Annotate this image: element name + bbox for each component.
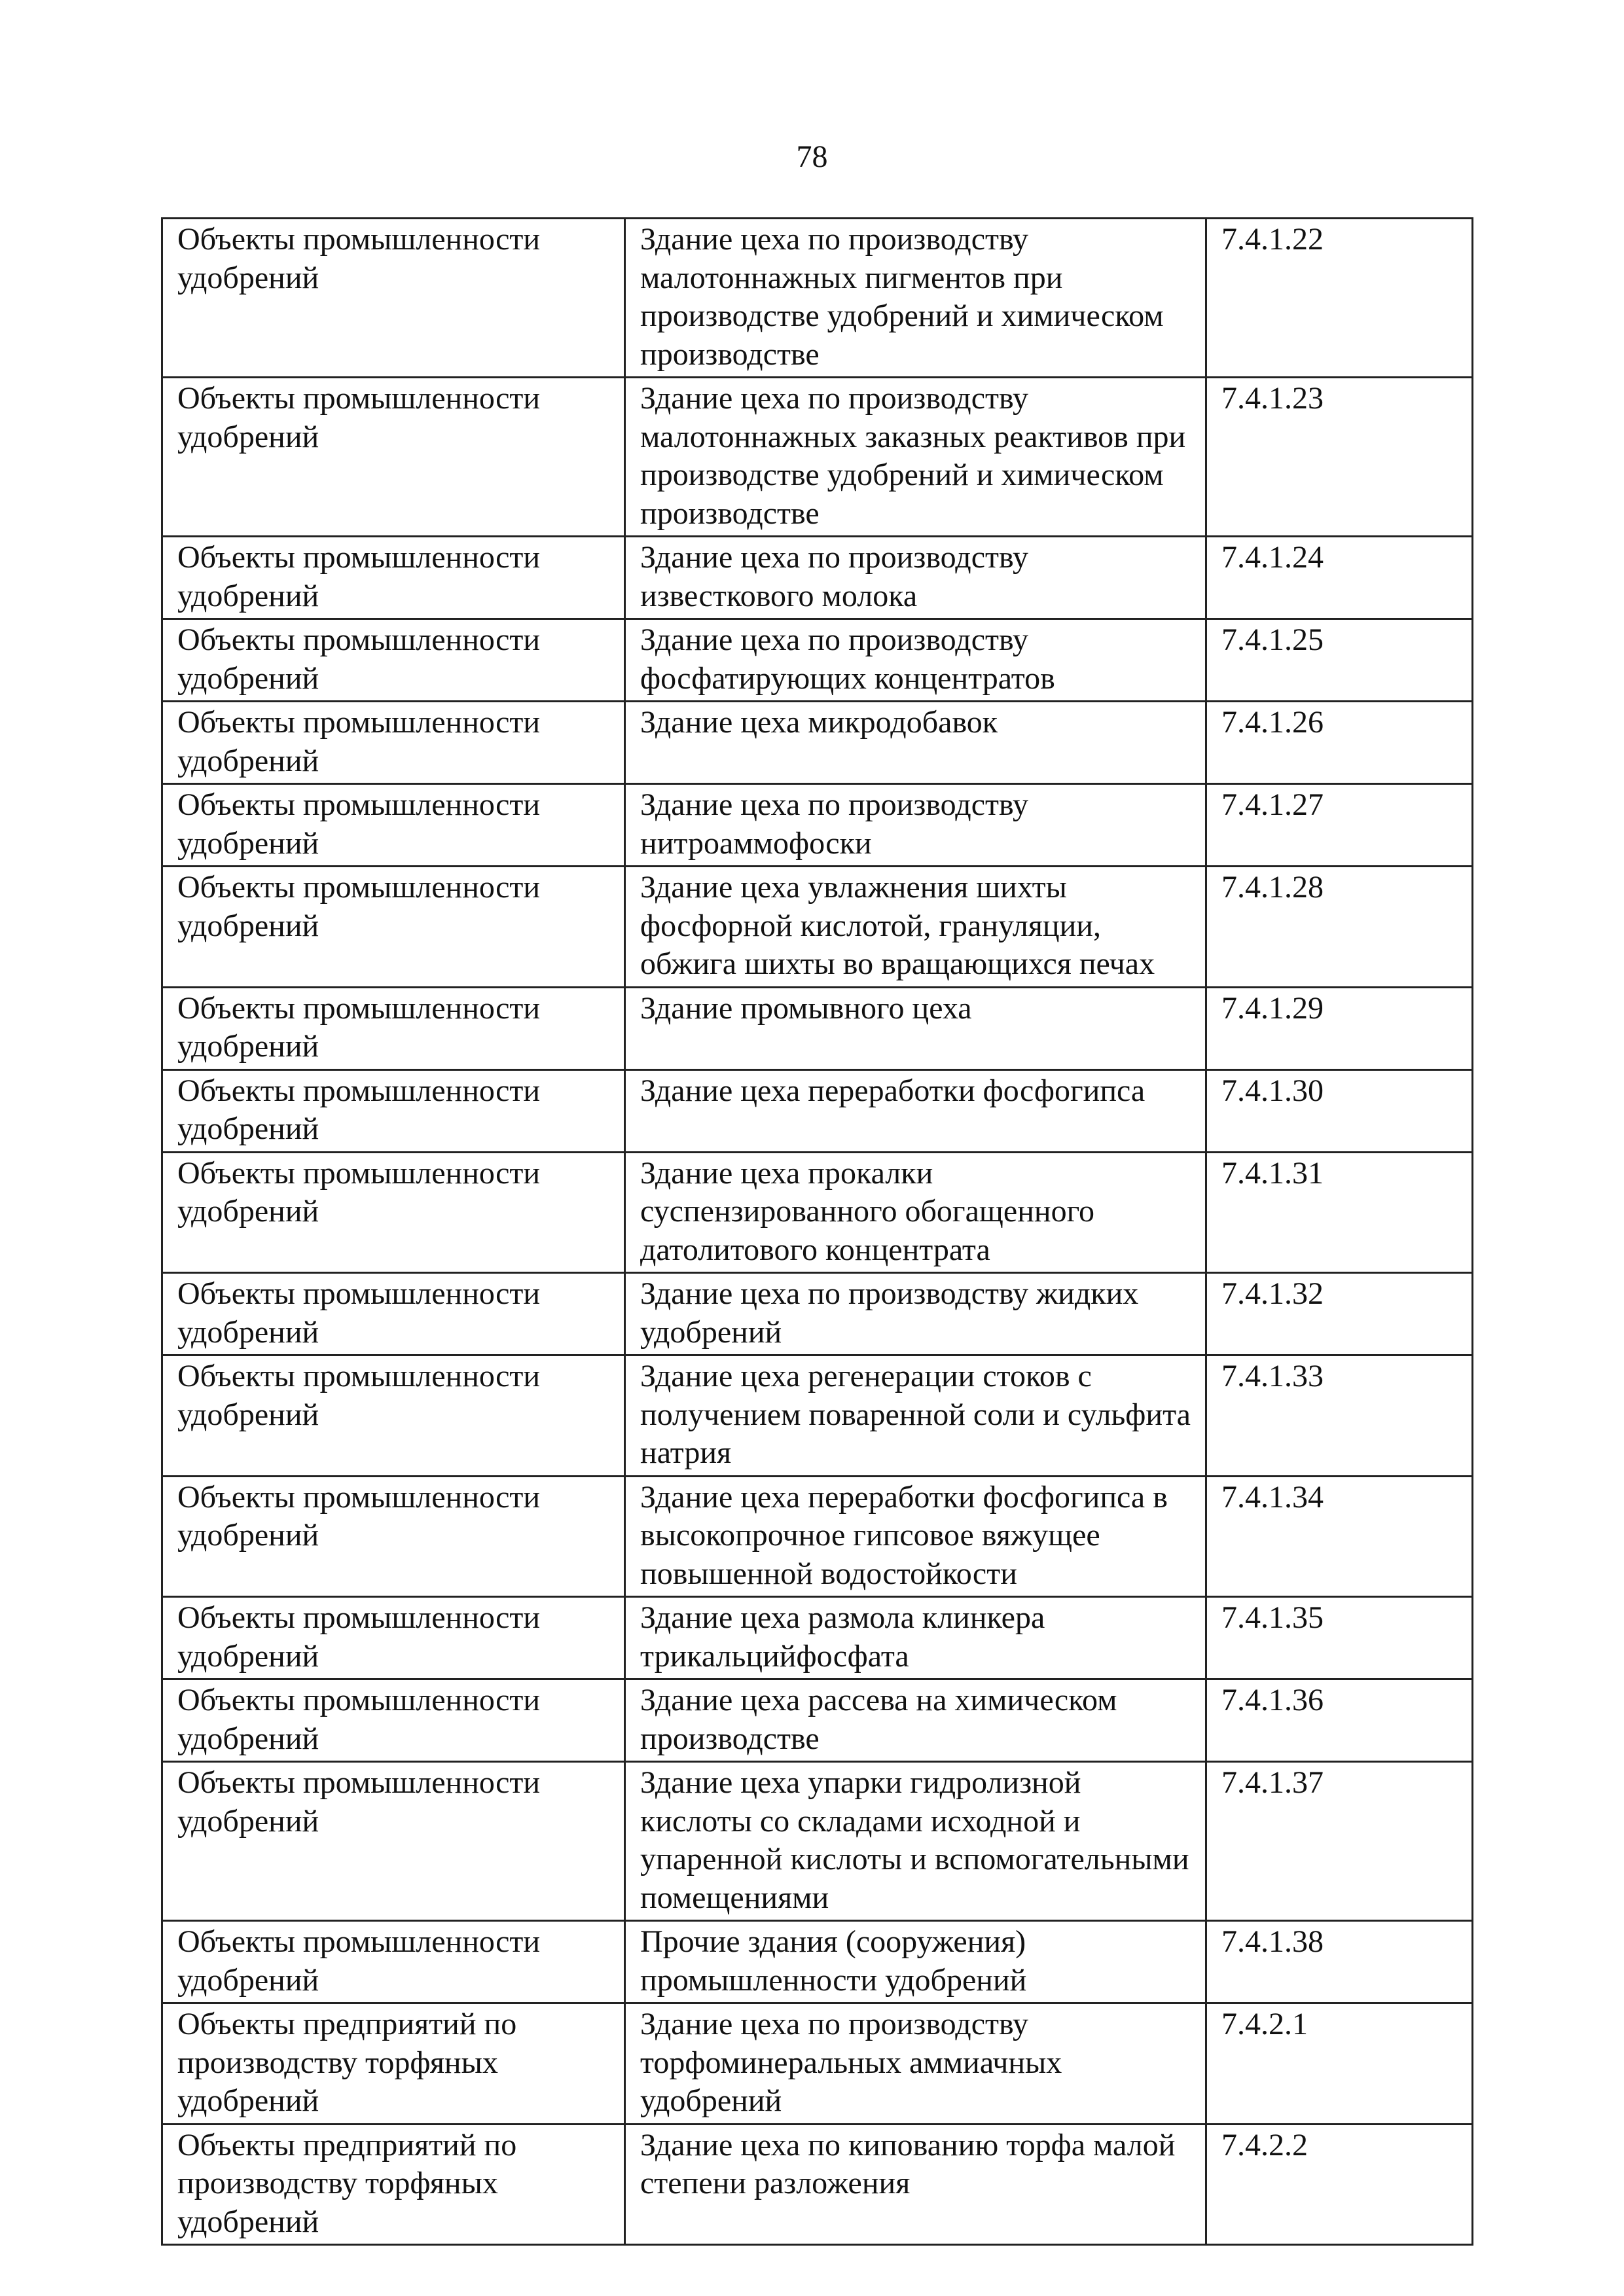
category-cell: Объекты промышленности удобрений xyxy=(162,1273,625,1355)
code-cell: 7.4.1.33 xyxy=(1206,1355,1473,1477)
description-cell: Здание цеха по производству фосфатирующих концентратов xyxy=(625,619,1206,702)
table-row xyxy=(162,784,1473,867)
description-cell: Прочие здания (сооружения) промышленности удобрений xyxy=(625,1921,1206,2003)
table-row xyxy=(162,2003,1473,2125)
category-cell: Объекты промышленности удобрений xyxy=(162,1679,625,1762)
description-cell: Здание цеха по производству нитроаммофоски xyxy=(625,784,1206,867)
category-cell: Объекты предприятий по производству торфяных удобрений xyxy=(162,2003,625,2125)
code-cell: 7.4.1.29 xyxy=(1206,987,1473,1069)
code-cell: 7.4.1.27 xyxy=(1206,784,1473,867)
table-row xyxy=(162,1679,1473,1762)
description-cell: Здание цеха микродобавок xyxy=(625,702,1206,784)
table-row xyxy=(162,619,1473,702)
table-row xyxy=(162,867,1473,988)
description-cell: Здание цеха переработки фосфогипса xyxy=(625,1069,1206,1152)
category-cell: Объекты промышленности удобрений xyxy=(162,1476,625,1597)
table-row xyxy=(162,537,1473,619)
code-cell: 7.4.1.35 xyxy=(1206,1597,1473,1679)
category-cell: Объекты промышленности удобрений xyxy=(162,619,625,702)
table-row xyxy=(162,1597,1473,1679)
table-row xyxy=(162,1762,1473,1921)
description-cell: Здание цеха переработки фосфогипса в высокопрочное гипсовое вяжущее повышенной водостойкости xyxy=(625,1476,1206,1597)
description-cell: Здание цеха размола клинкера трикальцийфосфата xyxy=(625,1597,1206,1679)
table-row xyxy=(162,1152,1473,1273)
category-cell: Объекты промышленности удобрений xyxy=(162,1921,625,2003)
code-cell: 7.4.1.31 xyxy=(1206,1152,1473,1273)
description-cell: Здание цеха прокалки суспензированного обогащенного датолитового концентрата xyxy=(625,1152,1206,1273)
code-cell: 7.4.1.38 xyxy=(1206,1921,1473,2003)
category-cell: Объекты промышленности удобрений xyxy=(162,1152,625,1273)
description-cell: Здание цеха упарки гидролизной кислоты со складами исходной и упаренной кислоты и вспомогательными помещениями xyxy=(625,1762,1206,1921)
description-cell: Здание цеха по кипованию торфа малой степени разложения xyxy=(625,2124,1206,2245)
description-cell: Здание цеха регенерации стоков с получением поваренной соли и сульфита натрия xyxy=(625,1355,1206,1477)
code-cell: 7.4.1.26 xyxy=(1206,702,1473,784)
table-row xyxy=(162,1921,1473,2003)
table-row xyxy=(162,1355,1473,1477)
category-cell: Объекты предприятий по производству торфяных удобрений xyxy=(162,2124,625,2245)
code-cell: 7.4.1.36 xyxy=(1206,1679,1473,1762)
category-cell: Объекты промышленности удобрений xyxy=(162,1355,625,1477)
code-cell: 7.4.2.1 xyxy=(1206,2003,1473,2125)
page-number: 78 xyxy=(796,139,828,174)
code-cell: 7.4.1.25 xyxy=(1206,619,1473,702)
description-cell: Здание цеха увлажнения шихты фосфорной кислотой, грануляции, обжига шихты во вращающихся печах xyxy=(625,867,1206,988)
table-row xyxy=(162,1069,1473,1152)
description-cell: Здание цеха по производству жидких удобрений xyxy=(625,1273,1206,1355)
table-row xyxy=(162,1476,1473,1597)
table-row xyxy=(162,1273,1473,1355)
code-cell: 7.4.1.34 xyxy=(1206,1476,1473,1597)
category-cell: Объекты промышленности удобрений xyxy=(162,219,625,378)
table-row xyxy=(162,2124,1473,2245)
category-cell: Объекты промышленности удобрений xyxy=(162,1762,625,1921)
table-row xyxy=(162,378,1473,537)
code-cell: 7.4.1.22 xyxy=(1206,219,1473,378)
category-cell: Объекты промышленности удобрений xyxy=(162,867,625,988)
code-cell: 7.4.1.28 xyxy=(1206,867,1473,988)
description-cell: Здание цеха по производству известкового молока xyxy=(625,537,1206,619)
category-cell: Объекты промышленности удобрений xyxy=(162,987,625,1069)
code-cell: 7.4.1.37 xyxy=(1206,1762,1473,1921)
code-cell: 7.4.2.2 xyxy=(1206,2124,1473,2245)
category-cell: Объекты промышленности удобрений xyxy=(162,1597,625,1679)
description-cell: Здание цеха по производству малотоннажных заказных реактивов при производстве удобрений и химическом производстве xyxy=(625,378,1206,537)
description-cell: Здание цеха по производству малотоннажных пигментов при производстве удобрений и химическом производстве xyxy=(625,219,1206,378)
code-cell: 7.4.1.32 xyxy=(1206,1273,1473,1355)
category-cell: Объекты промышленности удобрений xyxy=(162,1069,625,1152)
category-cell: Объекты промышленности удобрений xyxy=(162,378,625,537)
category-cell: Объекты промышленности удобрений xyxy=(162,702,625,784)
description-cell: Здание цеха по производству торфоминеральных аммиачных удобрений xyxy=(625,2003,1206,2125)
code-cell: 7.4.1.23 xyxy=(1206,378,1473,537)
table-row xyxy=(162,702,1473,784)
classification-table xyxy=(161,217,1473,2246)
category-cell: Объекты промышленности удобрений xyxy=(162,537,625,619)
table-row xyxy=(162,987,1473,1069)
category-cell: Объекты промышленности удобрений xyxy=(162,784,625,867)
description-cell: Здание цеха рассева на химическом производстве xyxy=(625,1679,1206,1762)
code-cell: 7.4.1.24 xyxy=(1206,537,1473,619)
code-cell: 7.4.1.30 xyxy=(1206,1069,1473,1152)
description-cell: Здание промывного цеха xyxy=(625,987,1206,1069)
table-row xyxy=(162,219,1473,378)
